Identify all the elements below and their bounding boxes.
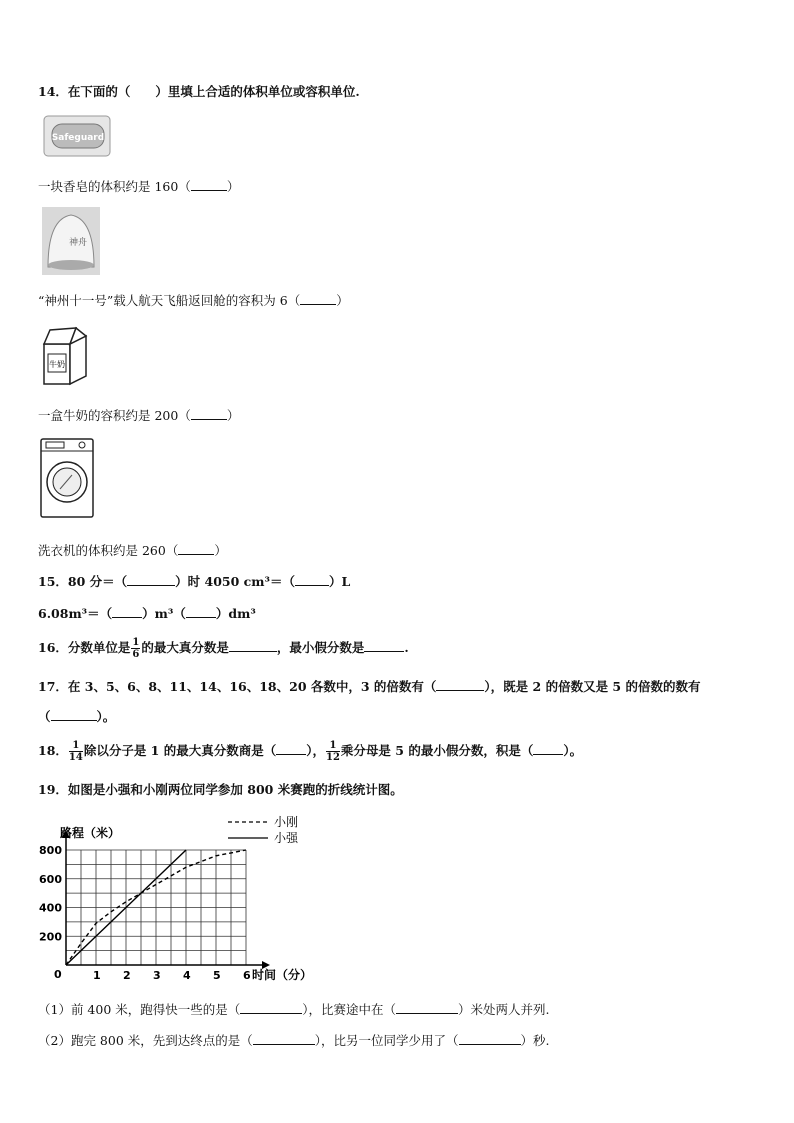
q17-line1: 17．在 3、5、6、8、11、14、16、18、20 各数中，3 的倍数有（ ），既是 2 的倍数又是 5 的倍数的数有 xyxy=(38,679,701,694)
milk-box-image xyxy=(40,326,90,386)
answer-blank[interactable] xyxy=(276,742,306,755)
q19-stem: 19．如图是小强和小刚两位同学参加 800 米赛跑的折线统计图。 xyxy=(38,782,403,797)
chart-legend xyxy=(228,814,299,845)
x-tick-label: 6 xyxy=(243,969,251,982)
y-tick-label: 400 xyxy=(39,901,62,915)
capsule-image xyxy=(42,207,100,275)
q14-item1: 一块香皂的体积约是 160（ ） xyxy=(38,179,240,194)
fraction: $\frac{1}{6}$ xyxy=(132,637,140,660)
q14-item2: “神州十一号”载人航天飞船返回舱的容积为 6（ ） xyxy=(38,293,349,308)
q15-line1: 15．80 分＝（ ）时 4050 cm³＝（ ）L xyxy=(38,574,351,589)
milk-text: 牛奶 xyxy=(49,360,65,369)
washing-machine-image xyxy=(38,437,96,519)
y-tick-label: 800 xyxy=(39,844,62,857)
x-tick-label: 4 xyxy=(183,969,191,982)
answer-blank[interactable] xyxy=(396,1001,458,1014)
answer-blank[interactable] xyxy=(178,542,214,555)
q19-sub2: （2）跑完 800 米，先到达终点的是（ ），比另一位同学少用了（ ）秒. xyxy=(38,1033,550,1048)
answer-blank[interactable] xyxy=(186,605,216,618)
y-tick-label: 600 xyxy=(39,872,62,886)
x-tick-label: 5 xyxy=(213,969,221,982)
answer-blank[interactable] xyxy=(364,639,404,652)
line-chart xyxy=(30,812,320,987)
x-tick-label: 3 xyxy=(153,969,161,982)
legend-label: 小刚 xyxy=(274,815,299,829)
answer-blank[interactable] xyxy=(436,678,484,691)
q15-line2: 6.08m³＝（ ）m³（ ）dm³ xyxy=(38,606,256,621)
y-axis-label: 路程（米） xyxy=(60,826,121,840)
answer-blank[interactable] xyxy=(51,708,97,721)
q17-line2: （ ）。 xyxy=(38,709,116,724)
answer-blank[interactable] xyxy=(191,178,227,191)
q18-line: 18． $\frac{1}{14}$ 除以分子是 1 的最大真分数商是（ ）， $\frac{1}{12}$ 乘分母是 5 的最小假分数，积是（ ）。 xyxy=(38,740,583,763)
answer-blank[interactable] xyxy=(191,407,227,420)
soap-image xyxy=(42,112,114,160)
x-axis-label: 时间（分） xyxy=(252,968,313,982)
answer-blank[interactable] xyxy=(112,605,142,618)
legend-label: 小强 xyxy=(274,831,299,845)
q14-stem: 14．在下面的（ ）里填上合适的体积单位或容积单位. xyxy=(38,84,360,99)
q16-line: 16．分数单位是 $\frac{1}{6}$ 的最大真分数是 ，最小假分数是 . xyxy=(38,637,409,660)
y-tick-label: 200 xyxy=(39,930,62,944)
answer-blank[interactable] xyxy=(533,742,563,755)
soap-logo-text: Safeguard xyxy=(51,133,105,143)
answer-blank[interactable] xyxy=(240,1001,302,1014)
x-tick-label: 1 xyxy=(93,969,101,982)
answer-blank[interactable] xyxy=(300,292,336,305)
q14-item3: 一盒牛奶的容积约是 200（ ） xyxy=(38,408,240,423)
q14-item4: 洗衣机的体积约是 260（ ） xyxy=(38,543,227,558)
fraction: $\frac{1}{14}$ xyxy=(68,740,83,763)
answer-blank[interactable] xyxy=(459,1032,521,1045)
origin-label: 0 xyxy=(54,968,62,981)
fraction: $\frac{1}{12}$ xyxy=(326,740,340,763)
q19-sub1: （1）前 400 米，跑得快一些的是（ ），比赛途中在（ ）米处两人并列. xyxy=(38,1002,550,1017)
x-tick-label: 2 xyxy=(123,969,131,982)
chart-grid xyxy=(66,850,246,965)
answer-blank[interactable] xyxy=(253,1032,315,1045)
capsule-text: 神舟 xyxy=(68,238,88,248)
answer-blank[interactable] xyxy=(295,573,329,586)
answer-blank[interactable] xyxy=(229,639,277,652)
answer-blank[interactable] xyxy=(127,573,175,586)
